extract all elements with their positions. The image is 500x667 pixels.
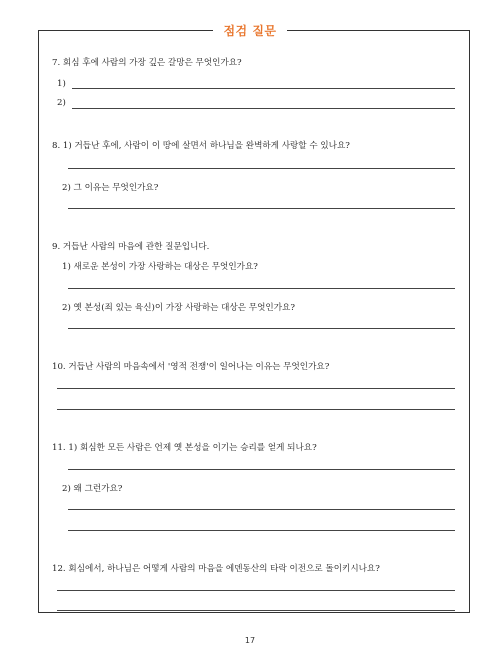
answer-line[interactable]: [57, 610, 455, 611]
question-11-2: 2) 왜 그런가요?: [62, 484, 123, 494]
question-8-2: 2) 그 이유는 무엇인가요?: [62, 183, 159, 193]
answer-line[interactable]: [68, 328, 455, 329]
answer-line[interactable]: [72, 88, 455, 89]
page-title: 점검 질문: [213, 22, 286, 39]
page-frame: [38, 30, 470, 613]
answer-line[interactable]: [72, 108, 455, 109]
answer-line[interactable]: [57, 388, 455, 389]
answer-line[interactable]: [68, 208, 455, 209]
answer-label-1: 1): [57, 79, 66, 89]
answer-line[interactable]: [68, 288, 455, 289]
question-9-2: 2) 옛 본성(죄 있는 육신)이 가장 사랑하는 대상은 무엇인가요?: [62, 303, 295, 313]
title-banner: [0, 20, 500, 39]
question-8-1: 8. 1) 거듭난 후에, 사람이 이 땅에 살면서 하나님을 완벽하게 사랑할 수 있나요?: [52, 141, 350, 151]
question-12: 12. 회심에서, 하나님은 어떻게 사람의 마음을 에덴동산의 타락 이전으로 돌이키시나요?: [52, 564, 380, 574]
answer-line[interactable]: [68, 509, 455, 510]
answer-line[interactable]: [57, 590, 455, 591]
question-10: 10. 거듭난 사람의 마음속에서 '영적 전쟁'이 일어나는 이유는 무엇인가요?: [52, 362, 330, 372]
answer-line[interactable]: [68, 469, 455, 470]
question-7: 7. 회심 후에 사람의 가장 깊은 갈망은 무엇인가요?: [52, 58, 242, 68]
answer-label-2: 2): [57, 98, 66, 108]
question-11-1: 11. 1) 회심한 모든 사람은 언제 옛 본성을 이기는 승리를 얻게 되나요?: [52, 443, 317, 453]
page-number: 17: [244, 636, 256, 645]
question-9-1: 1) 새로운 본성이 가장 사랑하는 대상은 무엇인가요?: [62, 262, 258, 272]
answer-line[interactable]: [57, 409, 455, 410]
question-9: 9. 거듭난 사람의 마음에 관한 질문입니다.: [52, 242, 210, 252]
answer-line[interactable]: [68, 168, 455, 169]
answer-line[interactable]: [68, 530, 455, 531]
